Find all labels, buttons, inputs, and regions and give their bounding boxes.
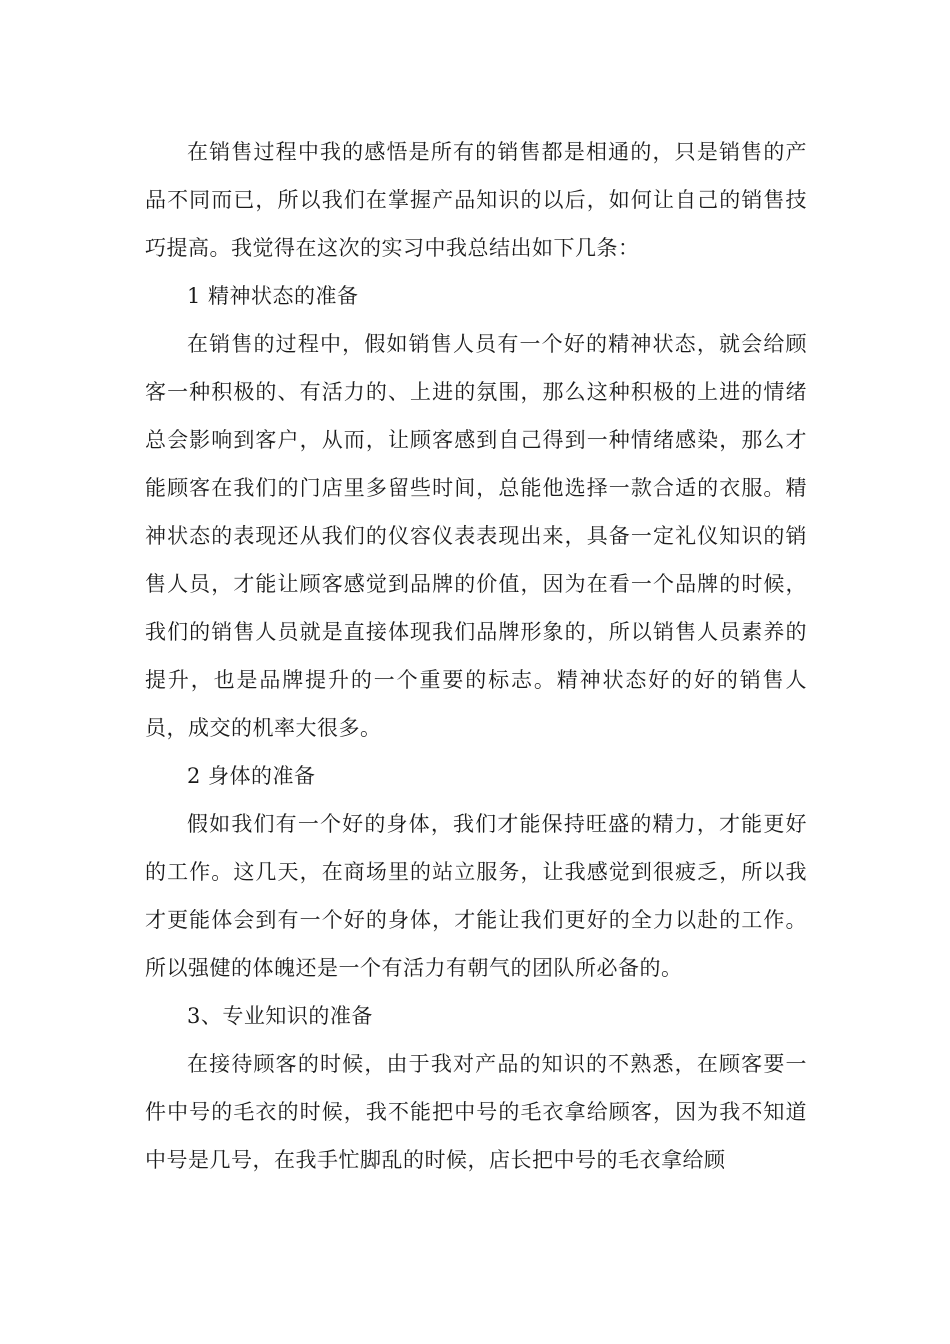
paragraph-physical: 假如我们有一个好的身体，我们才能保持旺盛的精力，才能更好的工作。这几天，在商场里的站立服务，让我感觉到很疲乏，所以我才更能体会到有一个好的身体，才能让我们更好的全力以赴的工作。所以强健的体魄还是一个有活力有朝气的团队所必备的。 <box>145 812 807 980</box>
document-body <box>145 128 807 1184</box>
paragraph-mental-state: 在销售的过程中，假如销售人员有一个好的精神状态，就会给顾客一种积极的、有活力的、上进的氛围，那么这种积极的上进的情绪总会影响到客户，从而，让顾客感到自己得到一种情绪感染，那么才能顾客在我们的门店里多留些时间，总能他选择一款合适的衣服。精神状态的表现还从我们的仪容仪表表现出来，具备一定礼仪知识的销售人员，才能让顾客感觉到品牌的价值，因为在看一个品牌的时候，我们的销售人员就是直接体现我们品牌形象的，所以销售人员素养的提升，也是品牌提升的一个重要的标志。精神状态好的好的销售人员，成交的机率大很多。 <box>145 332 807 740</box>
heading-mental-state: 1 精神状态的准备 <box>187 284 359 308</box>
heading-physical: 2 身体的准备 <box>187 764 316 788</box>
paragraph-professional-knowledge: 在接待顾客的时候，由于我对产品的知识的不熟悉，在顾客要一件中号的毛衣的时候，我不能把中号的毛衣拿给顾客，因为我不知道中号是几号，在我手忙脚乱的时候，店长把中号的毛衣拿给顾 <box>145 1052 807 1172</box>
heading-professional-knowledge: 3、专业知识的准备 <box>187 1004 373 1028</box>
paragraph-intro: 在销售过程中我的感悟是所有的销售都是相通的，只是销售的产品不同而已，所以我们在掌握产品知识的以后，如何让自己的销售技巧提高。我觉得在这次的实习中我总结出如下几条： <box>145 140 807 260</box>
